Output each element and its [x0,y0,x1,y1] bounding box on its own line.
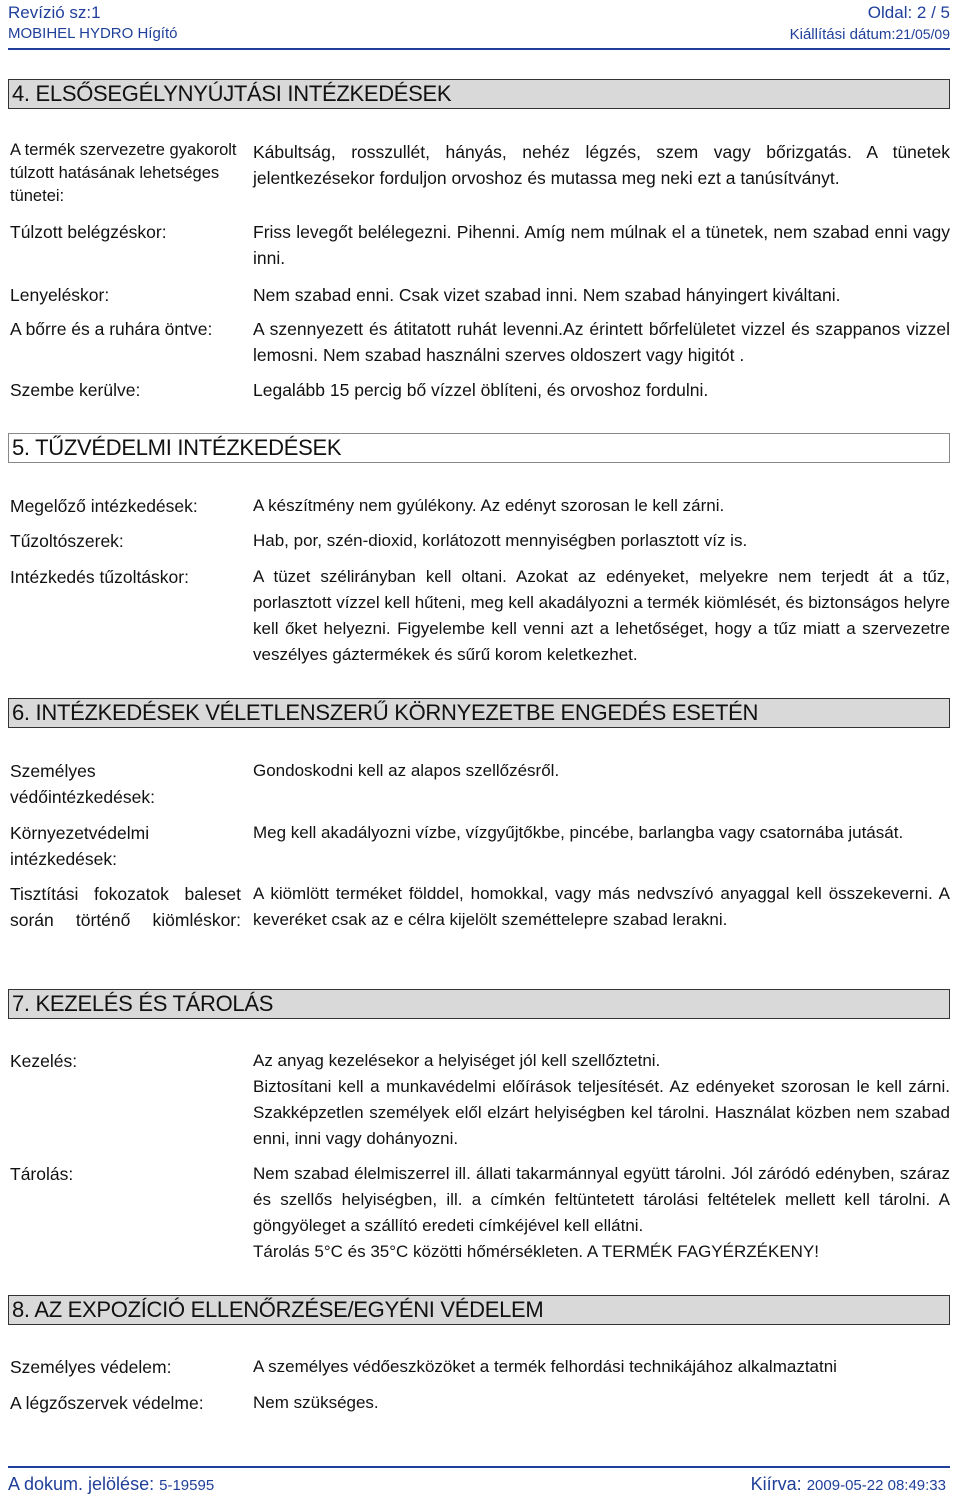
s7-handling-text-a: Az anyag kezelésekor a helyiséget jól kell szellőztetni. [253,1051,661,1070]
issue-date-label: Kiállítási dátum: [789,26,896,43]
section-4-title: 4. ELSŐSEGÉLYNYÚJTÁSI INTÉZKEDÉSEK [8,79,950,109]
s5-extinguishers-label: Tűzoltószerek: [10,531,124,551]
product-name: MOBIHEL HYDRO Hígító [8,25,178,42]
s8-respiratory-label: A légzőszervek védelme: [10,1393,204,1413]
s5-firefighting-label: Intézkedés tűzoltáskor: [10,567,189,587]
s7-storage-text-b: Tárolás 5°C és 35°C közötti hőmérsékleten. A TERMÉK FAGYÉRZÉKENY! [253,1242,819,1261]
s4-symptoms-label: A termék szervezetre gyakorolt túlzott hatásának lehetséges tünetei: [10,141,237,205]
print-timestamp-value: 2009-05-22 08:49:33 [806,1477,946,1494]
page-footer [8,1466,950,1498]
s7-handling-label: Kezelés: [10,1051,78,1071]
s6-cleanup-text: A kiömlött terméket földdel, homokkal, vagy más nedvszívó anyaggal kell összekeverni. A keveréket csak az e célra kijelölt szeméttelepre szabad lerakni. [253,884,950,929]
s7-handling-text [253,1048,950,1152]
section-6-title: 6. INTÉZKEDÉSEK VÉLETLENSZERŰ KÖRNYEZETBE ENGEDÉS ESETÉN [8,698,950,728]
s4-skin-text: A szennyezett és átitatott ruhát levenni.Az érintett bőrfelületet vizzel és szappanos vizzel lemosni. Nem szabad használni szerves oldoszert vagy higitót . [253,319,950,365]
section-5-title: 5. TŰZVÉDELMI INTÉZKEDÉSEK [8,433,950,463]
issue-date [790,24,950,45]
s6-personal-label: Személyes védőintézkedések: [10,761,155,807]
header-divider [8,48,950,50]
s7-storage-text [253,1161,950,1265]
s8-respiratory-text: Nem szükséges. [253,1393,379,1412]
s7-storage-label: Tárolás: [10,1164,74,1184]
print-timestamp [751,1474,946,1495]
s5-extinguishers-text: Hab, por, szén-dioxid, korlátozott mennyiségben porlasztott víz is. [253,531,748,550]
s5-prevention-label: Megelőző intézkedések: [10,496,198,516]
s4-eyes-label: Szembe kerülve: [10,380,141,400]
s6-environment-text: Meg kell akadályozni vízbe, vízgyűjtőkbe, pincébe, barlangba vagy csatornába jutását. [253,823,904,842]
page-number: Oldal: 2 / 5 [867,3,950,22]
revision-number: Revízió sz:1 [8,3,101,22]
s7-storage-text-a: Nem szabad élelmiszerrel ill. állati takarmánnyal együtt tárolni. Jól záródó edényben, száraz és szellős helyiségben, ill. a címkén feltüntetett tárolási feltételek mellett kell tárolni. A göngyöleget a szállító eredeti címkéjével kell ellátni. [253,1164,950,1235]
s4-inhalation-label: Túlzott belégzéskor: [10,222,167,242]
s4-symptoms-text: Kábultság, rosszullét, hányás, nehéz légzés, szem vagy bőrizgatás. A tünetek jelentkezésekor forduljon orvoshoz és mutassa meg neki ezt a tanúsítványt. [253,142,950,188]
document-id [8,1474,214,1495]
issue-date-value: 21/05/09 [895,26,950,42]
s4-eyes-text: Legalább 15 percig bő vízzel öblíteni, és orvoshoz fordulni. [253,380,709,400]
s4-ingestion-label: Lenyeléskor: [10,285,110,305]
print-timestamp-label: Kiírva: [750,1474,802,1494]
page-header [8,0,950,46]
s4-ingestion-text: Nem szabad enni. Csak vizet szabad inni. Nem szabad hányingert kiváltani. [253,285,841,305]
s6-cleanup-label: Tisztítási fokozatok baleset során történő kiömléskor: [10,884,241,930]
section-8-title: 8. AZ EXPOZÍCIÓ ELLENŐRZÉSE/EGYÉNI VÉDELEM [8,1295,950,1325]
s4-skin-label: A bőrre és a ruhára öntve: [10,319,213,339]
s8-personal-text: A személyes védőeszközöket a termék felhordási technikájához alkalmaztatni [253,1357,837,1376]
s6-environment-label: Környezetvédelmi intézkedések: [10,823,150,869]
s5-prevention-text: A készítmény nem gyúlékony. Az edényt szorosan le kell zárni. [253,496,725,515]
document-id-value: 5-19595 [159,1477,215,1494]
header-left [8,2,177,44]
s4-inhalation-text: Friss levegőt belélegezni. Pihenni. Amíg nem múlnak el a tünetek, nem szabad enni vagy inni. [253,222,950,268]
s5-firefighting-text: A tüzet szélirányban kell oltani. Azokat az edényeket, melyekre nem terjedt át a tűz, porlasztott vízzel kell hűteni, meg kell akadályozni a termék kiömlését, és biztonságos helyre kell őket helyezni. Figyelembe kell venni azt a lehetőséget, hogy a tűz miatt a szervezetre veszélyes gáztermékek és sűrű korom keletkezhet. [253,567,950,664]
s6-personal-text: Gondoskodni kell az alapos szellőzésről. [253,761,560,780]
s8-personal-label: Személyes védelem: [10,1357,172,1377]
document-id-label: A dokum. jelölése: [8,1474,155,1494]
s7-handling-text-b: Biztosítani kell a munkavédelmi előírások teljesítését. Az edényeket szorosan le kell zárni. Szakképzetlen személyek elől elzárt helyiségben kel tárolni. Használat közben nem szabad enni, inni vagy dohányozni. [253,1077,950,1148]
section-7-title: 7. KEZELÉS ÉS TÁROLÁS [8,989,950,1019]
header-right [790,2,950,45]
